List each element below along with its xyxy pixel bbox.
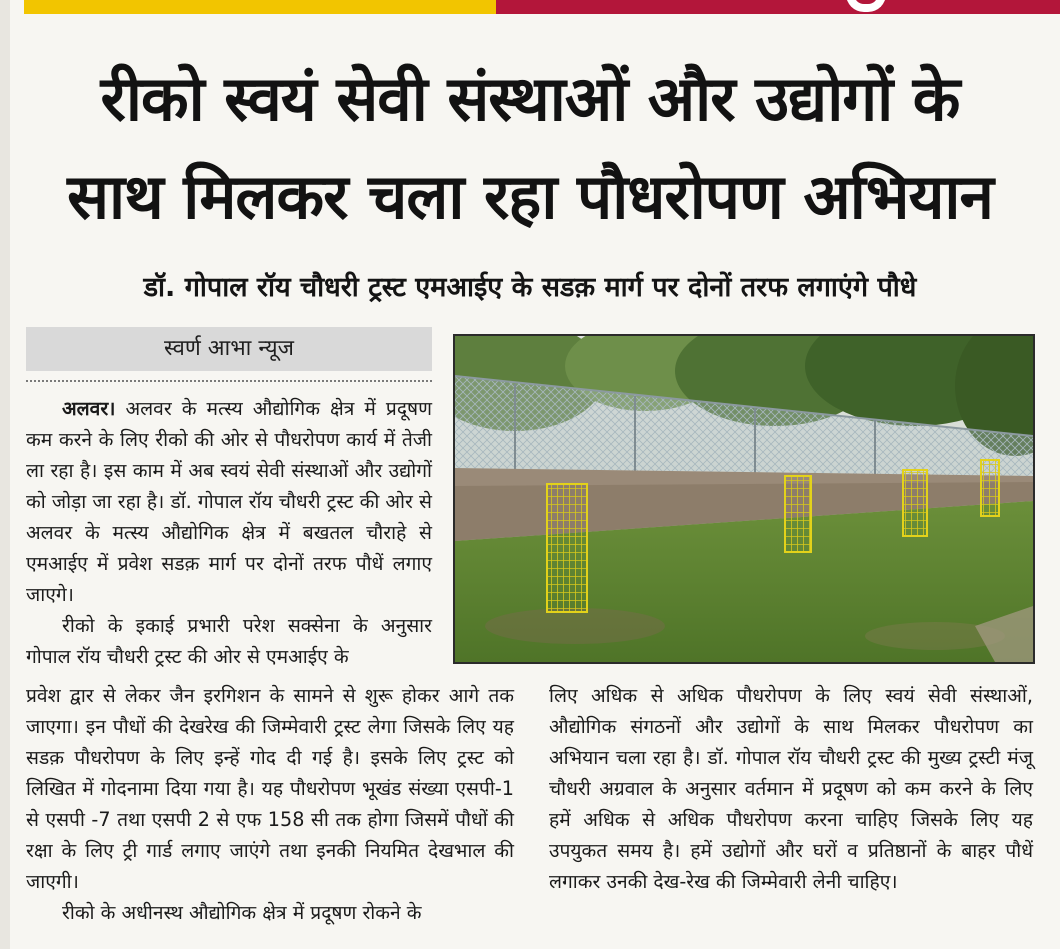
byline-divider [26,380,432,382]
byline: स्वर्ण आभा न्यूज [26,327,432,371]
article-column-2 [26,680,514,928]
tree-guards-along-wall-photo [453,334,1035,664]
article-column-1 [26,393,432,672]
headline-line-1: रीको स्वयं सेवी संस्थाओं और उद्योगों के [100,62,960,135]
article-paragraph: रीको के अधीनस्थ औद्योगिक क्षेत्र में प्रदूषण रोकने के [62,901,422,924]
article-paragraph: लिए अधिक से अधिक पौधरोपण के लिए स्वयं सेवी संस्थाओं, औद्योगिक संगठनों और उद्योगों के साथ मिलकर पौधरोपण का अभियान चला रहा है। डॉ. गोपाल रॉय चौधरी ट्रस्ट की मुख्य ट्रस्टी मंजू चौधरी अग्रवाल के अनुसार वर्तमान में प्रदूषण को कम करने के लिए हमें अधिक से अधिक पौधरोपण करना चाहिए जिसके लिए यह उपयुकत समय है। हमें उद्योगों और घरों व प्रतिष्ठानों के बाहर पौधें लगाकर उनकी देख-रेख की जिम्मेवारी लेनी चाहिए। [549,684,1033,893]
article-column-3 [549,680,1033,897]
article-paragraph: प्रवेश द्वार से लेकर जैन इरगिशन के सामने से शुरू होकर आगे तक जाएगा। इन पौधों की देखरेख की जिम्मेवारी ट्रस्ट लेगा जिसके लिए यह सडक़ पौधरोपण के लिए इन्हें गोद दी गई है। इसके लिए ट्रस्ट को लिखित में गोदनामा दिया गया है। यह पौधरोपण भूखंड संख्या एसपी-1 से एसपी -7 तथा एसपी 2 से एफ 158 सी तक होगा जिसमें पौधों की रक्षा के लिए ट्री गार्ड लगाए जाएंगे तथा इनकी नियमित देखभाल की जाएगी। [26,684,514,893]
headline [20,50,1040,246]
headline-line-2: साथ मिलकर चला रहा पौधरोपण अभियान [67,160,993,233]
red-banner-strip [496,0,1060,14]
dateline: अलवर। [62,397,116,420]
masthead-color-bar [0,0,1060,14]
article-paragraph: रीको के इकाई प्रभारी परेश सक्सेना के अनुसार गोपाल रॉय चौधरी ट्रस्ट की ओर से एमआईए के [26,614,432,668]
page-edge [0,0,10,949]
subheadline: डॉ. गोपाल रॉय चौधरी ट्रस्ट एमआईए के सडक़ मार्ग पर दोनों तरफ लगाएंगे पौधे [143,272,917,303]
paragraph-text: अलवर के मत्स्य औद्योगिक क्षेत्र में प्रदूषण कम करने के लिए रीको की ओर से पौधरोपण कार्य में तेजी ला रहा है। इस काम में अब स्वयं सेवी संस्थाओं और उद्योगों को जोड़ा जा रहा है। डॉ. गोपाल रॉय चौधरी ट्रस्ट की ओर से अलवर के मत्स्य औद्योगिक क्षेत्र में बखतल चौराहे से एमआईए में प्रवेश सडक़ मार्ग पर दोनों तरफ पौधें लगाए जाएगे। [26,397,432,606]
article-paragraph [26,393,432,610]
yellow-banner-strip [24,0,496,14]
